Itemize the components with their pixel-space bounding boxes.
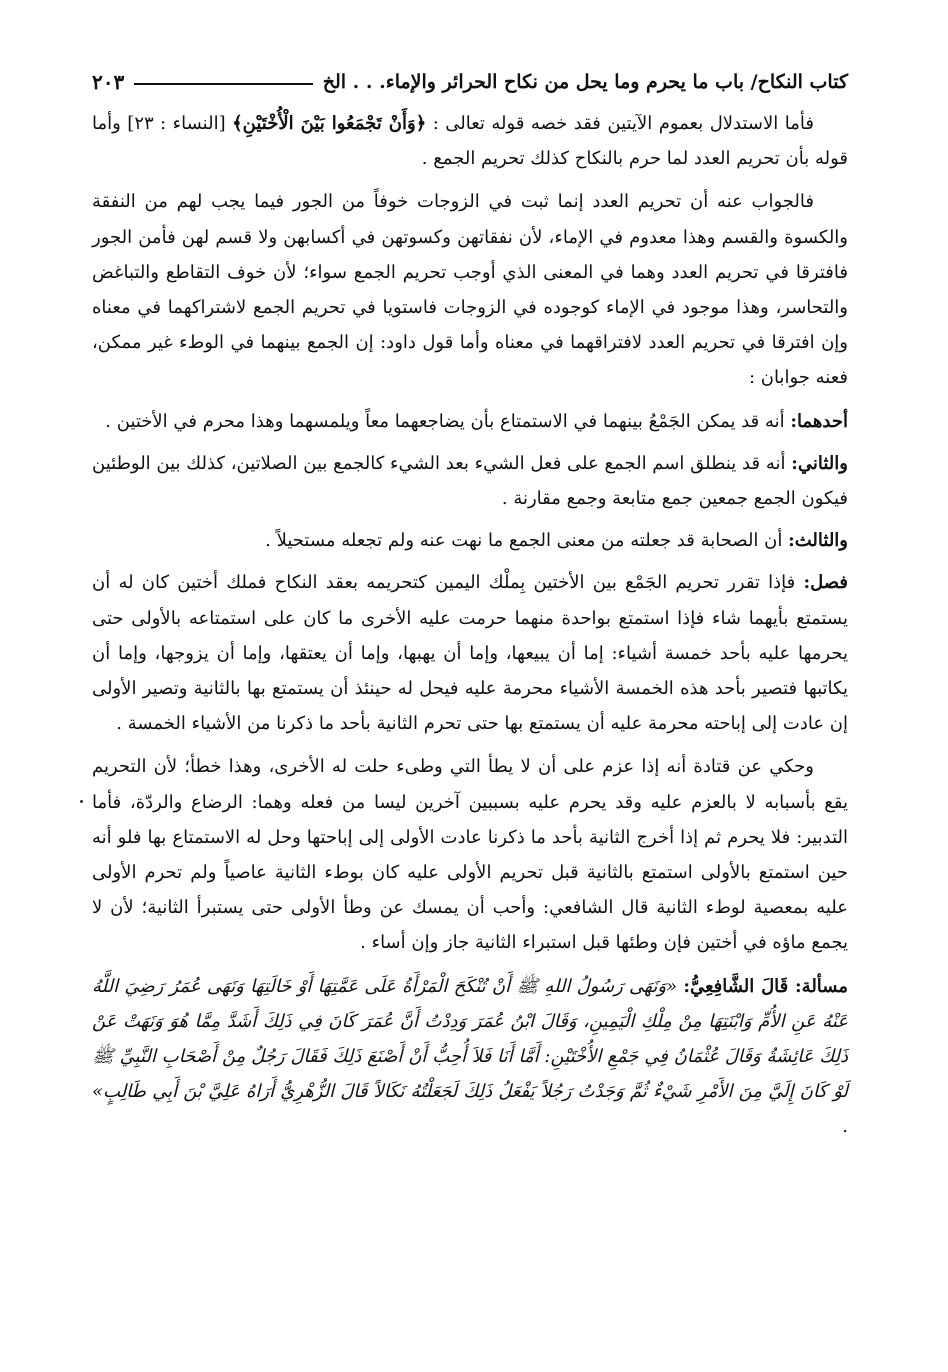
masala-text: «وَنَهَى رَسُولُ اللهِ ﷺ أَنْ تُنْكَحَ الْمَرْأَةُ عَلَى عَمَّتِهَا أَوْ خَالَتِهَا وَنَهَى عُمَرُ رَضِيَ اللَّهُ عَنْهُ عَنِ الأُمِّ وَابْنَتِهَا مِنْ مِلْكِ الْيَمِينِ، وَقَالَ ابْنُ عُمَرَ وَدِدْتُ أَنَّ عُمَرَ كَانَ فِي ذَلِكَ أَشَدَّ مِمَّا هُوَ وَنَهَتْ عَنْ ذَلِكَ عَائِشَةُ وَقَالَ عُثْمَانُ فِي جَمْعِ الأُخْتَيْنِ: أَمَّا أَنَا فَلاَ أُحِبُّ أَنْ أَصْنَعَ ذَلِكَ فَقَالَ رَجُلٌ مِنْ أَصْحَابِ النَّبِيِّ ﷺ لَوْ كَانَ إِلَيَّ مِنَ الأَمْرِ شَيْءٌ ثُمَّ وَجَدْتُ رَجُلاً يَفْعَلُ ذَلِكَ لَجَعَلْتُهُ نَكَالاً قَالَ الزُّهْرِيُّ أَرَاهُ عَلِيَّ بْنَ أَبِي طَالِبٍ» . [92,975,848,1138]
section-text: فإذا تقرر تحريم الجَمْع بين الأختين بِملْك اليمين كتحريمه بعقد النكاح فملك أختين كان له أن يستمتع بأيهما شاء فإذا استمتع بواحدة منهما حرمت عليه الأخرى ما كان على استمتاعه بالأولى حتى يحرمها عليه بأحد خمسة أشياء: إما أن يبيعها، وإما أن يهبها، وإما أن يعتقها، وإما أن يزوجها، وإما أن يكاتبها فتصير بأحد هذه الخمسة الأشياء محرمة عليه فيحل له حينئذ أن يستمتع بها بالثانية وتصير الأولى إن عادت إلى إباحته محرمة عليه أن يستمتع بها حتى تحرم الثانية بأحد ما ذكرنا من الأشياء الخمسة . [92,572,848,735]
second-answer-text: أنه قد ينطلق اسم الجمع على فعل الشيء بعد الشيء كالجمع بين الصلاتين، كذلك بين الوطئين فيكون الجمع جمعين جمع متابعة وجمع مقارنة . [92,452,848,510]
paragraph-2 [92,184,848,395]
paragraph-first-answer [92,404,848,439]
third-answer-text: أن الصحابة قد جعلته من معنى الجمع ما نهت عنه ولم تجعله مستحيلاً . [265,530,789,552]
paragraph-2-text: فالجواب عنه أن تحريم العدد إنما ثبت في الزوجات خوفاً من الجور فيما يجب لهم من النفقة والكسوة والقسم وهذا معدوم في الإماء، لأن نفقاتهن وكسوتهن في أكسابهن ولا قسم لهن فأمن الجور فافترقا في تحريم العدد وهما في المعنى الذي أوجب تحريم الجمع سواء؛ لأن خوف التقاطع والتباغض والتحاسر، وهذا موجود في الإماء كوجوده في الزوجات فاستويا في تحريم الجمع لاشتراكهما في معناه وإن افترقا في تحريم العدد لافتراقهما في معناه وأما قول داود: إن الجمع بينهما في الوطء غير ممكن، فعنه جوابان : [92,191,848,389]
paragraph-section [92,565,848,741]
paragraph-1 [92,106,848,176]
header-rule [134,83,313,85]
paragraph-qatada [92,749,848,960]
quran-verse: ﴿وَأَنْ تَجْمَعُوا بَيْنَ الْأُخْتَيْنِ﴾ [232,113,427,134]
chapter-title: كتاب النكاح/ باب ما يحرم وما يحل من نكاح الحرائر والإماء. . . الخ [322,71,848,93]
page-number: ٢٠٣ [92,70,125,94]
paragraph-1-rest: [النساء : ٢٣] وأما قوله بأن تحريم العدد لما حرم بالنكاح كذلك تحريم الجمع . [92,113,848,170]
paragraph-third-answer [92,523,848,558]
first-answer-text: أنه قد يمكن الجَمْعُ بينهما في الاستمتاع بأن يضاجعهما معاً ويلمسهما وهذا محرم في الأختين . [105,410,791,432]
paragraph-masala [92,969,848,1145]
paragraph-second-answer [92,446,848,516]
third-answer-lead: والثالث: [788,530,848,552]
section-lead: فصل: [803,572,848,594]
masala-lead: مسألة: قَالَ الشَّافِعِيُّ: [683,975,848,997]
paragraph-1-text: فأما الاستدلال بعموم الآيتين فقد خصه قوله تعالى : [426,113,814,134]
second-answer-lead: والثاني: [791,452,848,474]
running-header [92,70,848,94]
scan-speck [80,800,83,803]
first-answer-lead: أحدهما: [790,410,848,432]
qatada-text: وحكي عن قتادة أنه إذا عزم على أن لا يطأ التي وطىء حلت له الأخرى، وهذا خطأ؛ لأن التحريم يقع بأسبابه لا بالعزم عليه وقد يحرم عليه بسببين آخرين ليسا من فعله وهما: الرضاع والردّة، فأما التدبير: فلا يحرم ثم إذا أخرج الثانية بأحد ما ذكرنا عادت الأولى إلى إباحتها وحل له الاستمتاع بها فلو أنه حين استمتع بالأولى استمتع بالثانية قبل تحريم الأولى عليه كان بوطء الثانية عاصياً ولم تحرم الأولى عليه بمعصية لوطء الثانية قال الشافعي: وأحب أن يمسك عن وطأ الأولى حتى يستبرأ الثانية؛ لأن لا يجمع ماؤه في أختين فإن وطئها قبل استبراء الثانية جاز وإن أساء . [92,756,848,954]
page-body [92,106,848,1145]
